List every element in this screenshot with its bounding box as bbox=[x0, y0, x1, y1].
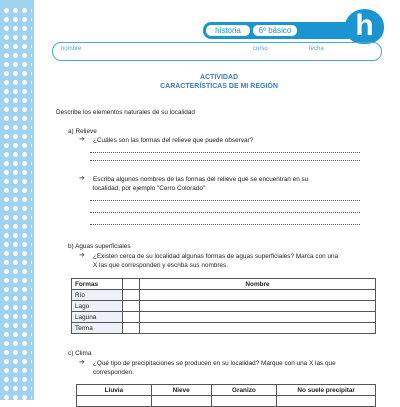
name-cell[interactable] bbox=[140, 323, 376, 334]
mark-cell[interactable] bbox=[77, 396, 152, 407]
column-header: Formas bbox=[72, 279, 123, 290]
answer-line bbox=[90, 212, 360, 213]
column-header bbox=[123, 279, 140, 290]
spiral-holes bbox=[2, 6, 32, 400]
arrow-icon: ➔ bbox=[79, 175, 85, 182]
section-b-label: b) Aguas superficiales bbox=[68, 243, 131, 250]
section-b-question-1: ¿Existen cerca de su localidad algunas formas de aguas superficiales? Marca con una bbox=[93, 253, 339, 260]
section-c-question-1-cont: corresponden. bbox=[93, 369, 134, 376]
row-label: Lago bbox=[72, 301, 123, 312]
column-header: Lluvia bbox=[77, 385, 152, 396]
name-cell[interactable] bbox=[140, 301, 376, 312]
answer-line bbox=[90, 160, 360, 161]
precipitation-table bbox=[76, 384, 376, 407]
section-c-label: c) Clima bbox=[68, 350, 92, 357]
date-field-label: fecha bbox=[309, 46, 324, 52]
table-row bbox=[77, 396, 376, 407]
section-c-question-1: ¿Qué tipo de precipitaciones se producen en su localidad? Marque con una X las que bbox=[93, 360, 336, 367]
section-a-question-2-cont: localidad, por ejemplo "Cerro Colorado" bbox=[93, 185, 206, 192]
arrow-icon: ➔ bbox=[79, 136, 85, 143]
table-row bbox=[72, 301, 376, 312]
table-row bbox=[72, 290, 376, 301]
subject-tag: historia bbox=[206, 25, 250, 36]
table-header-row bbox=[77, 385, 376, 396]
grade-tag: 6º básico bbox=[253, 25, 297, 36]
name-field-label: nombre bbox=[61, 46, 82, 52]
name-cell[interactable] bbox=[140, 290, 376, 301]
arrow-icon: ➔ bbox=[79, 359, 85, 366]
logo-letter: h bbox=[355, 9, 374, 42]
course-field-label: curso bbox=[253, 46, 268, 52]
section-a-question-2: Escriba algunos nombres de las formas del relieve que se encuentran en su bbox=[93, 176, 309, 183]
answer-line bbox=[90, 224, 360, 225]
table-header-row bbox=[72, 279, 376, 290]
mark-cell[interactable] bbox=[123, 301, 140, 312]
column-header: Nombre bbox=[140, 279, 376, 290]
activity-subtitle: CARACTERÍSTICAS DE MI REGIÓN bbox=[160, 83, 278, 90]
column-header: No suele precipitar bbox=[277, 385, 376, 396]
table-row bbox=[72, 312, 376, 323]
section-a-question-1: ¿Cuáles son las formas del relieve que puede observar? bbox=[93, 137, 254, 144]
answer-line bbox=[90, 200, 360, 201]
row-label: Terma bbox=[72, 323, 123, 334]
section-a-label: a) Relieve bbox=[68, 128, 97, 135]
worksheet bbox=[38, 0, 400, 400]
intro-text: Describe los elementos naturales de su localidad bbox=[56, 109, 195, 116]
student-fields bbox=[52, 42, 382, 61]
column-header: Granizo bbox=[211, 385, 277, 396]
activity-title: ACTIVIDAD bbox=[199, 74, 239, 81]
mark-cell[interactable] bbox=[123, 290, 140, 301]
answer-line bbox=[90, 152, 360, 153]
mark-cell[interactable] bbox=[151, 396, 211, 407]
surface-waters-table bbox=[71, 278, 376, 334]
mark-cell[interactable] bbox=[123, 312, 140, 323]
section-b-question-1-cont: X las que corresponden y escriba sus nombres. bbox=[93, 262, 228, 269]
arrow-icon: ➔ bbox=[79, 252, 85, 259]
row-label: Laguna bbox=[72, 312, 123, 323]
h-logo bbox=[345, 9, 384, 44]
table-row bbox=[72, 323, 376, 334]
mark-cell[interactable] bbox=[123, 323, 140, 334]
column-header: Nieve bbox=[151, 385, 211, 396]
mark-cell[interactable] bbox=[211, 396, 277, 407]
spiral-binding bbox=[0, 0, 34, 400]
row-label: Río bbox=[72, 290, 123, 301]
name-cell[interactable] bbox=[140, 312, 376, 323]
mark-cell[interactable] bbox=[277, 396, 376, 407]
